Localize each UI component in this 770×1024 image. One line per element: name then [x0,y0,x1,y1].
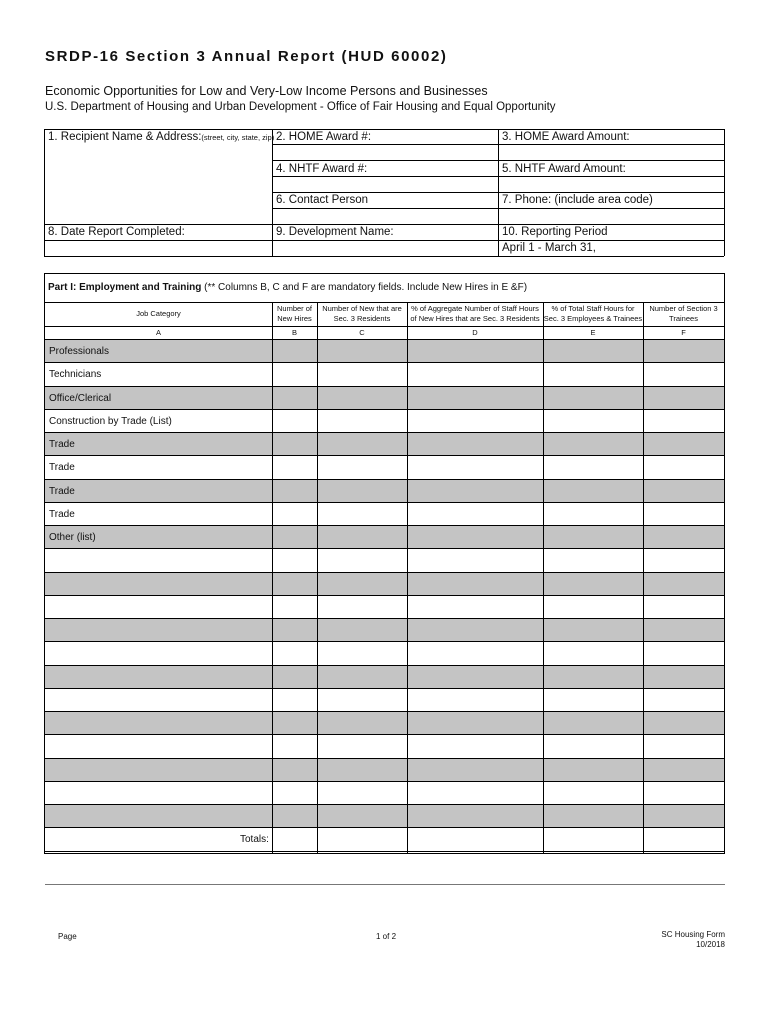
column-letter-c: C [359,328,365,337]
table-row [45,804,724,827]
table-row [45,362,724,385]
row-label: Technicians [49,369,102,381]
data-entry-cell[interactable] [272,805,317,827]
column-letter-d: D [472,328,478,337]
nhtf-award-number-field[interactable] [273,177,497,191]
job-category-cell[interactable] [45,573,272,595]
table-row [45,572,724,595]
table-row [45,479,724,502]
grid-line [44,256,724,257]
table-row [45,386,724,409]
page-label: Page [58,932,77,941]
data-entry-cell[interactable] [643,689,724,711]
data-entry-cell[interactable] [317,782,407,804]
data-entry-cell[interactable] [317,735,407,757]
data-entry-cell[interactable] [643,410,724,432]
data-entry-cell[interactable] [407,735,543,757]
data-entry-cell[interactable] [317,410,407,432]
phone-field[interactable] [499,209,723,223]
data-entry-cell[interactable] [317,387,407,409]
data-entry-cell[interactable] [543,805,643,827]
row-label: Office/Clerical [49,392,112,404]
data-entry-cell[interactable] [407,410,543,432]
data-entry-cell[interactable] [543,735,643,757]
data-entry-cell[interactable] [543,828,643,850]
data-entry-cell[interactable] [407,596,543,618]
data-entry-cell[interactable] [272,387,317,409]
data-entry-cell[interactable] [317,340,407,362]
grid-line [724,129,725,256]
data-entry-cell[interactable] [317,642,407,664]
job-category-cell[interactable] [45,410,272,432]
data-entry-cell[interactable] [407,805,543,827]
data-entry-cell[interactable] [272,480,317,502]
data-entry-cell[interactable] [317,666,407,688]
row-label: Trade [49,485,75,497]
data-entry-cell[interactable] [317,712,407,734]
footer-divider [45,884,725,885]
data-entry-cell[interactable] [643,666,724,688]
job-category-cell[interactable] [45,480,272,502]
data-entry-cell[interactable] [407,480,543,502]
data-entry-cell[interactable] [543,689,643,711]
data-entry-cell[interactable] [272,573,317,595]
data-entry-cell[interactable] [543,619,643,641]
column-header-total-staff-hours: % of Total Staff Hours for Sec. 3 Employees & Trainees [543,304,643,323]
job-category-cell[interactable] [45,363,272,385]
data-entry-cell[interactable] [543,573,643,595]
table-row [45,525,724,548]
table-row [45,548,724,571]
data-entry-cell[interactable] [407,549,543,571]
date-completed-label: 8. Date Report Completed: [48,226,185,238]
phone-label: 7. Phone: (include area code) [502,194,653,206]
nhtf-award-number-label: 4. NHTF Award #: [276,163,368,175]
data-entry-cell[interactable] [317,689,407,711]
row-label: Construction by Trade (List) [49,415,172,427]
data-entry-cell[interactable] [543,666,643,688]
table-row [45,711,724,734]
data-entry-cell[interactable] [543,387,643,409]
data-entry-cell[interactable] [407,689,543,711]
data-entry-cell[interactable] [543,596,643,618]
job-category-cell[interactable] [45,503,272,525]
data-entry-cell[interactable] [272,549,317,571]
data-entry-cell[interactable] [317,526,407,548]
data-entry-cell[interactable] [543,363,643,385]
data-entry-cell[interactable] [543,549,643,571]
data-entry-cell[interactable] [272,712,317,734]
form-date: 10/2018 [696,940,725,949]
row-label: Trade [49,508,75,520]
job-category-cell[interactable] [45,782,272,804]
table-row [45,432,724,455]
data-entry-cell[interactable] [317,363,407,385]
table-row [45,641,724,664]
data-entry-cell[interactable] [543,456,643,478]
grid-line [45,302,724,303]
data-entry-cell[interactable] [407,503,543,525]
reporting-period-value[interactable]: April 1 - March 31, [502,242,596,254]
table-row [45,339,724,362]
data-entry-cell[interactable] [317,596,407,618]
column-header-trainees: Number of Section 3 Trainees [649,304,718,323]
data-entry-cell[interactable] [272,689,317,711]
data-entry-cell[interactable] [643,573,724,595]
data-entry-cell[interactable] [407,456,543,478]
column-header-sec3-residents: Number of New that are Sec. 3 Residents [322,304,402,323]
agency-name: U.S. Department of Housing and Urban Development - Office of Fair Housing and Equal Opportunity [45,101,556,113]
job-category-cell[interactable] [45,805,272,827]
table-row [45,455,724,478]
data-entry-cell[interactable] [643,619,724,641]
job-category-cell[interactable] [45,735,272,757]
data-entry-cell[interactable] [407,387,543,409]
form-name: SC Housing Form [661,930,725,939]
column-header-job-category: Job Category [136,309,181,318]
table-row [45,595,724,618]
data-entry-cell[interactable] [272,433,317,455]
data-entry-cell[interactable] [272,828,317,850]
data-entry-cell[interactable] [643,828,724,850]
table-row [45,688,724,711]
data-entry-cell[interactable] [317,456,407,478]
data-entry-cell[interactable] [543,503,643,525]
data-entry-cell[interactable] [272,503,317,525]
data-entry-cell[interactable] [543,480,643,502]
data-entry-cell[interactable] [643,503,724,525]
nhtf-award-amount-field[interactable] [499,177,723,191]
data-entry-cell[interactable] [407,363,543,385]
table-row [45,781,724,804]
data-entry-cell[interactable] [272,456,317,478]
data-entry-cell[interactable] [407,782,543,804]
job-category-cell[interactable] [45,387,272,409]
data-entry-cell[interactable] [643,782,724,804]
data-entry-cell[interactable] [643,433,724,455]
data-entry-cell[interactable] [543,759,643,781]
recipient-name-field[interactable] [45,145,271,223]
data-entry-cell[interactable] [272,759,317,781]
data-entry-cell[interactable] [643,735,724,757]
data-entry-cell[interactable] [643,363,724,385]
job-category-cell[interactable] [45,596,272,618]
page-title: SRDP-16 Section 3 Annual Report (HUD 60002) [45,48,448,65]
data-entry-cell[interactable] [272,642,317,664]
data-entry-cell[interactable] [407,642,543,664]
home-award-number-label: 2. HOME Award #: [276,131,372,143]
data-entry-cell[interactable] [407,573,543,595]
data-entry-cell[interactable] [643,456,724,478]
data-entry-cell[interactable] [317,503,407,525]
data-entry-cell[interactable] [543,642,643,664]
job-category-cell[interactable] [45,340,272,362]
data-entry-cell[interactable] [407,759,543,781]
data-entry-cell[interactable] [317,573,407,595]
data-entry-cell[interactable] [272,782,317,804]
grid-line [44,129,724,130]
table-row [45,502,724,525]
grid-line [45,853,724,854]
data-entry-cell[interactable] [272,526,317,548]
data-entry-cell[interactable] [407,619,543,641]
contact-person-field[interactable] [273,209,497,223]
row-label: Trade [49,462,75,474]
data-entry-cell[interactable] [643,805,724,827]
data-entry-cell[interactable] [643,712,724,734]
job-category-cell[interactable] [45,666,272,688]
data-entry-cell[interactable] [643,759,724,781]
nhtf-award-amount-label: 5. NHTF Award Amount: [502,163,626,175]
reporting-period-label: 10. Reporting Period [502,226,608,238]
data-entry-cell[interactable] [317,433,407,455]
data-entry-cell[interactable] [643,549,724,571]
column-letter-f: F [681,328,686,337]
data-entry-cell[interactable] [643,480,724,502]
job-category-cell[interactable] [45,433,272,455]
grid-line [44,224,724,225]
job-category-cell[interactable] [45,759,272,781]
data-entry-cell[interactable] [272,410,317,432]
home-award-number-field[interactable] [273,145,497,159]
data-entry-cell[interactable] [317,805,407,827]
table-row [45,734,724,757]
job-category-cell[interactable] [45,549,272,571]
column-letter-b: B [291,328,297,337]
data-entry-cell[interactable] [272,363,317,385]
grid-line [45,326,724,327]
job-category-cell[interactable] [45,619,272,641]
data-entry-cell[interactable] [543,410,643,432]
data-entry-cell[interactable] [272,735,317,757]
contact-person-label: 6. Contact Person [276,194,369,206]
data-entry-cell[interactable] [272,340,317,362]
column-header-new-hires: Number of New Hires [276,304,312,323]
data-entry-cell[interactable] [543,433,643,455]
data-entry-cell[interactable] [317,828,407,850]
totals-label: Totals: [240,834,269,845]
data-entry-cell[interactable] [407,526,543,548]
job-category-cell[interactable] [45,689,272,711]
row-label: Trade [49,439,75,450]
data-entry-cell[interactable] [543,340,643,362]
date-completed-field[interactable] [45,241,271,255]
data-entry-cell[interactable] [407,666,543,688]
job-category-cell[interactable] [45,526,272,548]
data-entry-cell[interactable] [643,340,724,362]
row-label: Professionals [49,346,110,357]
data-entry-cell[interactable] [272,596,317,618]
column-header-aggregate-hours: % of Aggregate Number of Staff Hours of New Hires that are Sec. 3 Residents [410,304,540,323]
data-entry-cell[interactable] [407,828,543,850]
data-entry-cell[interactable] [407,712,543,734]
data-entry-cell[interactable] [643,596,724,618]
development-name-field[interactable] [273,241,497,255]
recipient-name-label: 1. Recipient Name & Address:(street, city, state, zip) [48,131,275,143]
data-entry-cell[interactable] [317,549,407,571]
part1-title: Part I: Employment and Training (** Columns B, C and F are mandatory fields. Include New Hires in E &F) [48,282,528,293]
data-entry-cell[interactable] [272,619,317,641]
table-row [45,827,724,850]
job-category-cell[interactable] [45,712,272,734]
job-category-cell[interactable] [45,456,272,478]
data-entry-cell[interactable] [317,480,407,502]
data-entry-cell[interactable] [643,387,724,409]
table-row [45,665,724,688]
data-entry-cell[interactable] [543,782,643,804]
table-row [45,409,724,432]
page-number: 1 of 2 [376,932,397,941]
data-entry-cell[interactable] [643,526,724,548]
data-entry-cell[interactable] [407,340,543,362]
data-entry-cell[interactable] [543,526,643,548]
table-row [45,758,724,781]
data-entry-cell[interactable] [317,619,407,641]
table-row [45,618,724,641]
job-category-cell[interactable] [45,642,272,664]
form-subtitle: Economic Opportunities for Low and Very-Low Income Persons and Businesses [45,84,488,98]
data-entry-cell[interactable] [407,433,543,455]
data-entry-cell[interactable] [317,759,407,781]
data-entry-cell[interactable] [272,666,317,688]
column-letter-a: A [155,328,161,337]
data-entry-cell[interactable] [543,712,643,734]
row-label: Other (list) [49,532,96,543]
job-category-cell[interactable] [45,828,272,850]
data-entry-cell[interactable] [643,642,724,664]
home-award-amount-field[interactable] [499,145,723,159]
home-award-amount-label: 3. HOME Award Amount: [502,131,630,143]
development-name-label: 9. Development Name: [276,226,394,238]
column-letter-e: E [590,328,596,337]
